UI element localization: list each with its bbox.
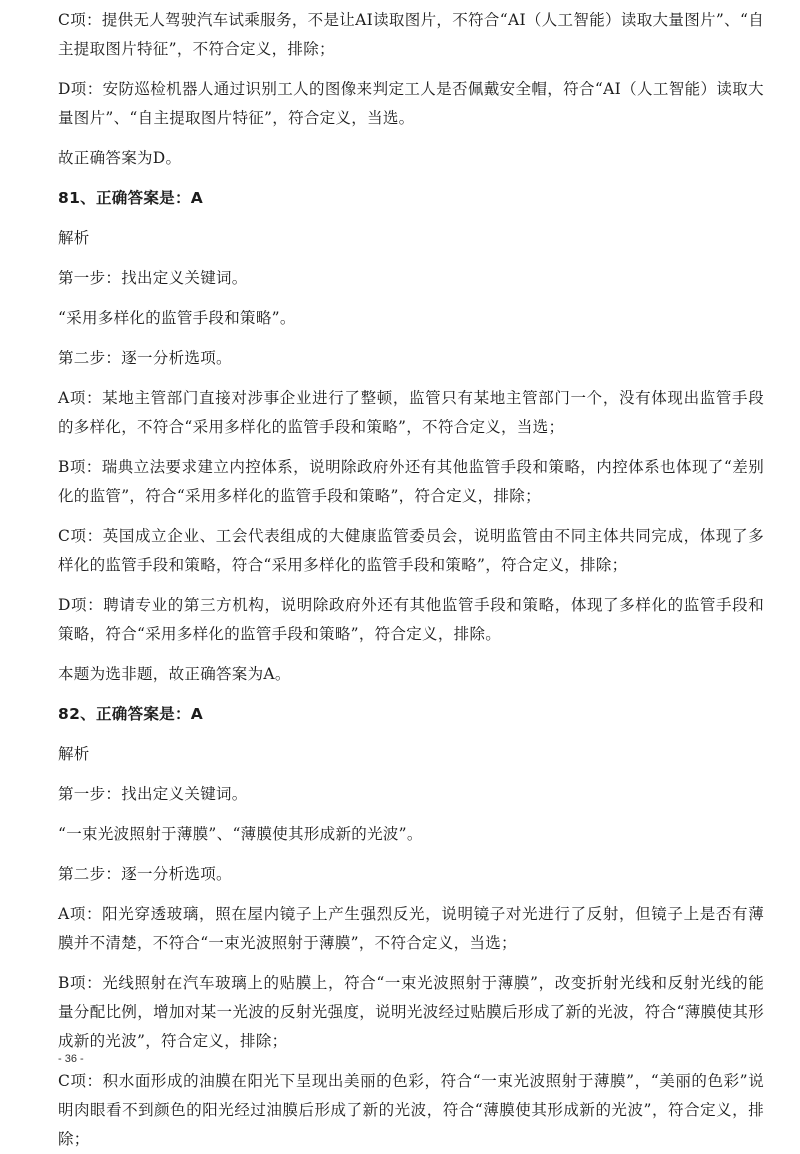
definition-keyword: “一束光波照射于薄膜”、“薄膜使其形成新的光波”。	[58, 825, 423, 843]
definition-keyword: “采用多样化的监管手段和策略”。	[58, 309, 296, 327]
step-two: 第二步：逐一分析选项。	[58, 349, 232, 367]
step-one: 第一步：找出定义关键词。	[58, 785, 248, 803]
option-c-paragraph: C项：英国成立企业、工会代表组成的大健康监管委员会，说明监管由不同主体共同完成，体现了多样化的监管手段和策略，符合“采用多样化的监管手段和策略”，符合定义，排除；	[58, 527, 764, 574]
question-82-heading: 82、正确答案是：A	[58, 705, 204, 723]
option-a-paragraph: A项：某地主管部门直接对涉事企业进行了整顿，监管只有某地主管部门一个，没有体现出监管手段的多样化，不符合“采用多样化的监管手段和策略”，不符合定义，当选；	[58, 389, 764, 436]
analysis-label: 解析	[58, 229, 90, 247]
option-b-paragraph: B项：光线照射在汽车玻璃上的贴膜上，符合“一束光波照射于薄膜”，改变折射光线和反射光线的能量分配比例，增加对某一光波的反射光强度，说明光波经过贴膜后形成了新的光波，符合“薄膜使其形成新的光波”，符合定义，排除；	[58, 974, 764, 1050]
option-d-paragraph: D项：安防巡检机器人通过识别工人的图像来判定工人是否佩戴安全帽，符合“AI（人工智能）读取大量图片”、“自主提取图片特征”，符合定义，当选。	[58, 80, 764, 127]
answer-conclusion: 故正确答案为D。	[58, 149, 182, 167]
page-number: - 36 -	[58, 1053, 84, 1065]
option-c-paragraph: C项：提供无人驾驶汽车试乘服务，不是让AI读取图片，不符合“AI（人工智能）读取大量图片”、“自主提取图片特征”，不符合定义，排除；	[58, 11, 764, 58]
option-d-paragraph: D项：聘请专业的第三方机构，说明除政府外还有其他监管手段和策略，体现了多样化的监管手段和策略，符合“采用多样化的监管手段和策略”，符合定义，排除。	[58, 596, 764, 643]
question-81-heading: 81、正确答案是：A	[58, 189, 204, 207]
answer-conclusion: 本题为选非题，故正确答案为A。	[58, 665, 291, 683]
analysis-label: 解析	[58, 745, 90, 763]
option-c-paragraph: C项：积水面形成的油膜在阳光下呈现出美丽的色彩，符合“一束光波照射于薄膜”，“美丽的色彩”说明肉眼看不到颜色的阳光经过油膜后形成了新的光波，符合“薄膜使其形成新的光波”，符合定义，排除；	[58, 1072, 764, 1148]
step-two: 第二步：逐一分析选项。	[58, 865, 232, 883]
option-a-paragraph: A项：阳光穿透玻璃，照在屋内镜子上产生强烈反光，说明镜子对光进行了反射，但镜子上是否有薄膜并不清楚，不符合“一束光波照射于薄膜”，不符合定义，当选；	[58, 905, 764, 952]
step-one: 第一步：找出定义关键词。	[58, 269, 248, 287]
option-b-paragraph: B项：瑞典立法要求建立内控体系，说明除政府外还有其他监管手段和策略，内控体系也体现了“差别化的监管”，符合“采用多样化的监管手段和策略”，符合定义，排除；	[58, 458, 764, 505]
